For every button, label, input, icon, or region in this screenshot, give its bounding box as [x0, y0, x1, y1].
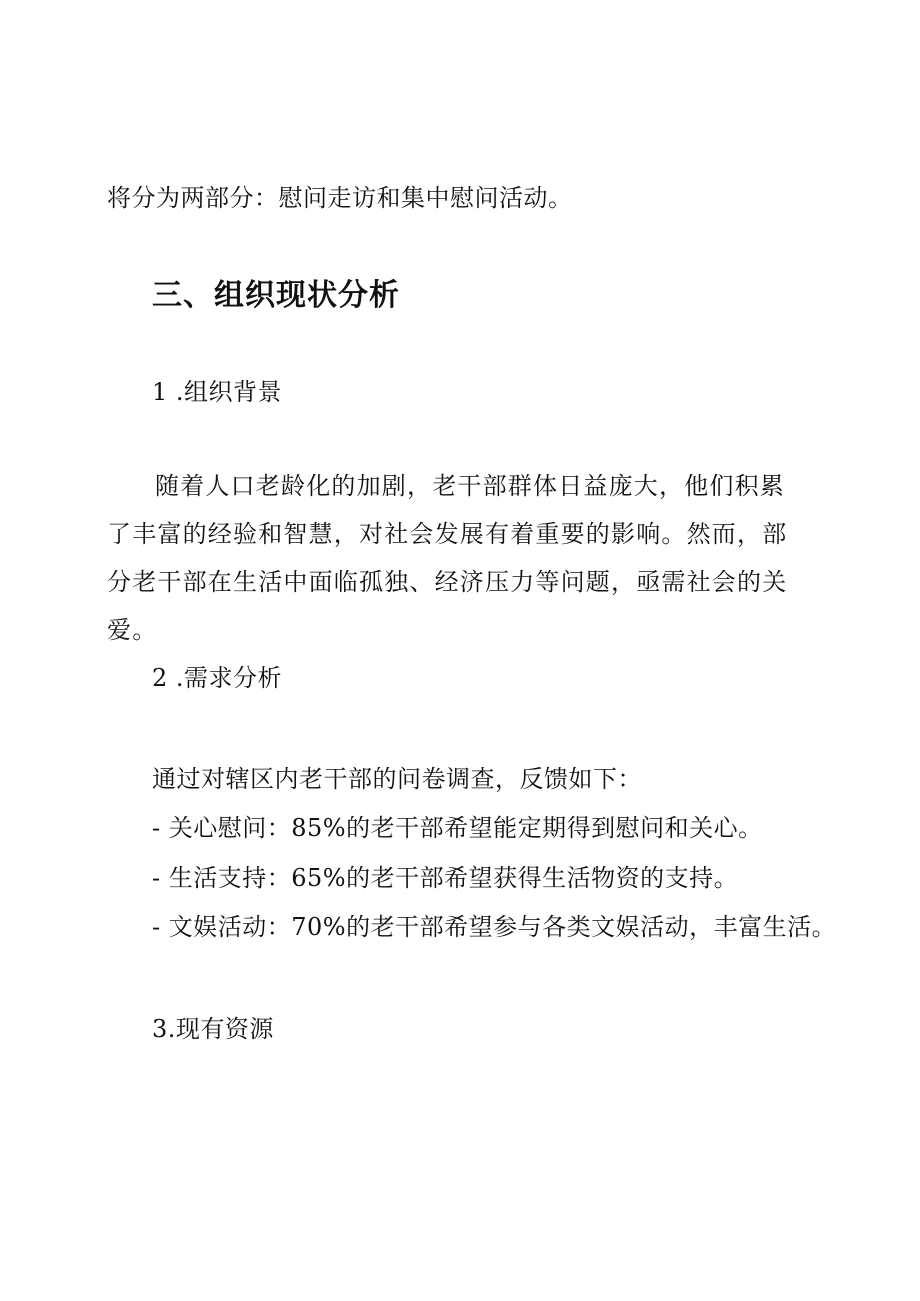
list-item: - 生活支持：65%的老干部希望获得生活物资的支持。: [152, 864, 739, 892]
subsection-title-resources: 3.现有资源: [152, 1015, 274, 1043]
background-paragraph: 随着人口老龄化的加剧，老干部群体日益庞大，他们积累了丰富的经验和智慧，对社会发展有着重要的影响。然而，部分老干部在生活中面临孤独、经济压力等问题，亟需社会的关爱。: [107, 472, 788, 644]
survey-intro: 通过对辖区内老干部的问卷调查，反馈如下：: [152, 765, 642, 793]
intro-line: 将分为两部分：慰问走访和集中慰问活动。: [107, 184, 573, 212]
list-item: - 关心慰问：85%的老干部希望能定期得到慰问和关心。: [152, 814, 763, 842]
subsection-title-needs: 2 .需求分析: [152, 664, 283, 692]
section-title: 三、组织现状分析: [152, 278, 400, 313]
list-item: - 文娱活动：70%的老干部希望参与各类文娱活动，丰富生活。: [152, 913, 837, 941]
subsection-title-background: 1 .组织背景: [152, 378, 283, 406]
